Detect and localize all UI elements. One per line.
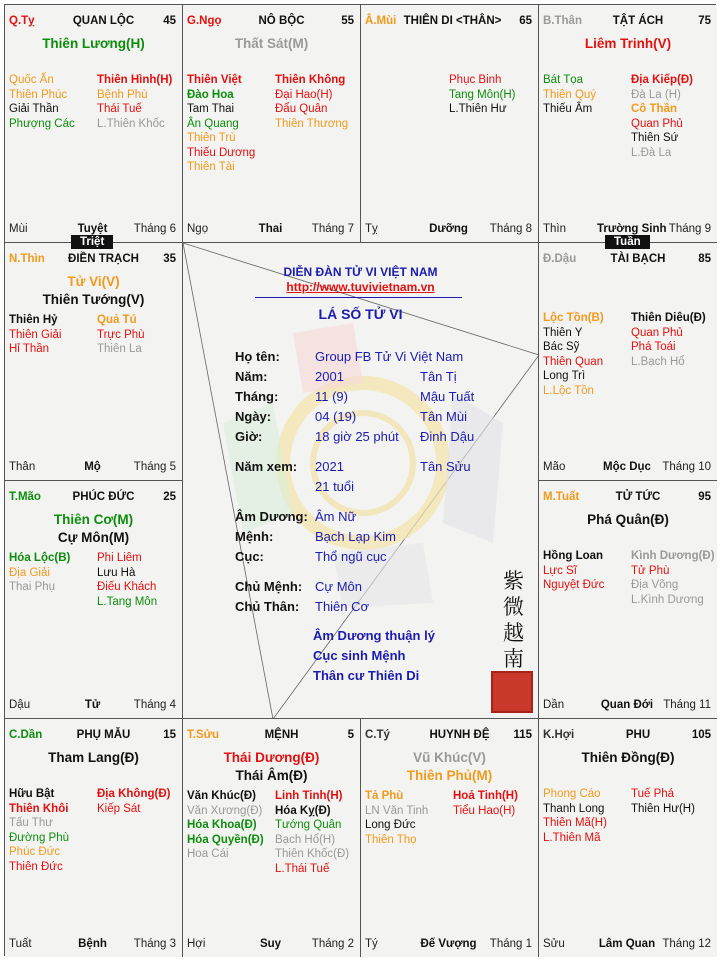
star-item: Thiên Hình(H) xyxy=(97,74,173,86)
month-label: Tháng 7 xyxy=(311,223,354,235)
star-item: Văn Xương(Đ) xyxy=(187,804,263,817)
palace-cell-mao xyxy=(5,481,183,719)
info-value-can-chi: Mậu Tuất xyxy=(420,389,475,404)
info-value-can-chi: Tân Mùi xyxy=(420,409,467,424)
star-item: L.Thiên Khốc xyxy=(97,117,165,130)
minor-stars-right xyxy=(631,787,695,816)
star-item: Phục Binh xyxy=(449,74,502,86)
star-item: Địa Giải xyxy=(9,566,50,579)
main-star: Tử Vi(V) xyxy=(67,274,120,289)
life-stage: Dưỡng xyxy=(429,223,468,235)
star-item: Thiên Không xyxy=(275,74,346,86)
palace-name: TỬ TỨC xyxy=(615,491,661,503)
month-label: Tháng 8 xyxy=(489,223,532,235)
branch-label: Sửu xyxy=(543,938,565,950)
palace-cell-tuat xyxy=(539,481,717,719)
vertical-calligraphy-char: 越 xyxy=(503,621,524,645)
star-item: Long Trì xyxy=(543,370,586,382)
main-star: Phá Quân(Đ) xyxy=(587,512,669,527)
star-item: Thiên Mã(H) xyxy=(543,817,607,829)
star-item: Hóa Lộc(B) xyxy=(9,552,71,564)
info-value: 2001 xyxy=(315,369,344,384)
palace-age: 65 xyxy=(519,15,532,27)
info-value: 21 tuổi xyxy=(315,479,355,494)
star-item: Thiên Khôi xyxy=(9,802,69,815)
month-label: Tháng 11 xyxy=(663,699,711,711)
star-item: Thiên Giải xyxy=(9,328,62,341)
minor-stars-left xyxy=(543,549,604,593)
star-item: Lưu Hà xyxy=(97,566,136,579)
star-item: Thiên Thọ xyxy=(365,833,417,846)
palace-age: 25 xyxy=(163,491,176,503)
star-item: Bệnh Phù xyxy=(97,88,148,101)
star-item: Tướng Quân xyxy=(275,819,342,831)
star-item: Đại Hao(H) xyxy=(275,88,333,101)
star-item: Đẩu Quân xyxy=(275,103,328,115)
site-url-link[interactable]: http://www.tuvivietnam.vn xyxy=(286,280,435,294)
star-item: Thiên Đức xyxy=(9,860,63,873)
header-divider xyxy=(255,297,462,298)
chart-note: Cục sinh Mệnh xyxy=(313,648,406,663)
star-item: Hoả Tinh(H) xyxy=(453,790,518,802)
info-label: Họ tên: xyxy=(235,349,280,364)
minor-stars-left xyxy=(543,73,596,117)
chart-note: Thân cư Thiên Di xyxy=(313,668,420,683)
star-item: Đào Hoa xyxy=(187,88,234,101)
heavenly-stem-label: C.Tý xyxy=(365,729,390,741)
star-item: Kiếp Sát xyxy=(97,802,141,815)
star-item: LN Văn Tinh xyxy=(365,804,429,817)
branch-label: Thìn xyxy=(543,223,567,235)
palace-cell-dau xyxy=(539,243,717,481)
info-value-can-chi: Tân Sửu xyxy=(420,459,471,474)
palace-name: PHỤ MẪU xyxy=(76,729,131,741)
star-item: Thiên Trù xyxy=(187,132,236,144)
vertical-calligraphy-char: 微 xyxy=(503,595,524,619)
star-item: Thiên Diêu(Đ) xyxy=(631,312,706,324)
star-item: L.Thái Tuế xyxy=(275,862,330,875)
minor-stars-left xyxy=(9,551,70,595)
life-stage: Tuyệt xyxy=(77,223,108,235)
star-item: Tam Thai xyxy=(187,103,235,115)
star-item: Hồng Loan xyxy=(543,550,604,562)
minor-stars-left xyxy=(543,787,607,845)
minor-stars-right xyxy=(631,73,693,160)
vertical-calligraphy-char: 紫 xyxy=(503,569,524,593)
star-item: Hóa Quyền(Đ) xyxy=(187,833,264,846)
star-item: Ân Quang xyxy=(187,117,239,130)
info-value: Cự Môn xyxy=(315,579,362,594)
info-value-can-chi: Đinh Dậu xyxy=(420,429,475,444)
info-value: Bạch Lạp Kim xyxy=(315,529,396,544)
main-star: Thái Âm(Đ) xyxy=(235,768,308,783)
life-stage: Trường Sinh xyxy=(597,223,667,235)
branch-label: Hợi xyxy=(187,938,206,950)
star-item: Thiên Quý xyxy=(543,88,597,101)
palace-cell-hoi xyxy=(539,719,717,957)
star-item: Địa Kiếp(Đ) xyxy=(631,74,693,86)
star-item: Bát Tọa xyxy=(543,74,584,86)
info-label: Ngày: xyxy=(235,409,272,424)
info-label: Tháng: xyxy=(235,389,279,404)
month-label: Tháng 1 xyxy=(489,938,532,950)
site-name: DIỄN ĐÀN TỬ VI VIỆT NAM xyxy=(283,265,438,279)
palace-name: ĐIỀN TRẠCH xyxy=(68,253,139,265)
star-item: Thiên Quan xyxy=(543,355,604,368)
main-star: Thiên Lương(H) xyxy=(42,36,145,51)
palace-age: 75 xyxy=(698,15,711,27)
minor-stars-left xyxy=(187,789,264,862)
star-item: L.Tang Môn xyxy=(97,595,158,608)
triet-badge: Triệt xyxy=(71,235,113,249)
main-star: Cự Môn(M) xyxy=(57,530,130,545)
minor-stars-right xyxy=(97,73,172,131)
info-value: Thổ ngũ cục xyxy=(315,549,387,564)
main-star: Tham Lang(Đ) xyxy=(48,750,139,765)
star-item: Tử Phù xyxy=(631,564,670,577)
star-item: Thiên Sứ xyxy=(631,132,679,144)
star-item: Hoa Cái xyxy=(187,848,229,860)
minor-stars-right xyxy=(453,789,518,818)
minor-stars-right xyxy=(97,313,145,357)
main-star: Thiên Phủ(M) xyxy=(406,768,493,783)
palace-cell-suu xyxy=(183,719,361,957)
palace-cell-ty xyxy=(5,5,183,243)
main-star: Thiên Tướng(V) xyxy=(42,292,145,307)
star-item: L.Thiên Mã xyxy=(543,831,601,844)
palace-name: TẬT ÁCH xyxy=(612,15,664,27)
star-item: Hóa Kỵ(Đ) xyxy=(275,804,331,817)
info-value: 11 (9) xyxy=(315,389,348,404)
star-item: Phi Liêm xyxy=(97,552,142,564)
star-item: Quốc Ấn xyxy=(9,74,54,86)
info-label: Năm: xyxy=(235,369,268,384)
palace-name: THIÊN DI <THÂN> xyxy=(403,15,502,27)
star-item: Thiên Phúc xyxy=(9,88,68,101)
star-item: Thái Tuế xyxy=(97,103,142,115)
star-item: Hữu Bật xyxy=(9,788,55,800)
month-label: Tháng 12 xyxy=(662,938,711,950)
star-item: L.Kình Dương xyxy=(631,593,704,606)
star-item: Đà La (H) xyxy=(631,88,681,101)
info-label: Cục: xyxy=(235,549,264,564)
red-seal-stamp-icon xyxy=(491,671,533,713)
month-label: Tháng 3 xyxy=(133,938,176,950)
palace-age: 55 xyxy=(341,15,354,27)
heavenly-stem-label: K.Hợi xyxy=(543,729,575,741)
info-value: 2021 xyxy=(315,459,344,474)
month-label: Tháng 5 xyxy=(133,461,176,473)
star-item: Thiên Hỷ xyxy=(9,314,58,326)
star-item: Tấu Thư xyxy=(9,817,53,829)
heavenly-stem-label: Đ.Dậu xyxy=(543,253,577,265)
heavenly-stem-label: C.Dần xyxy=(9,729,43,741)
palace-name: NÔ BỘC xyxy=(258,15,305,27)
palace-age: 45 xyxy=(163,15,176,27)
star-item: Thiên Y xyxy=(543,326,583,339)
branch-label: Mùi xyxy=(9,223,28,235)
horoscope-chart xyxy=(4,4,716,956)
minor-stars-right xyxy=(275,789,349,876)
star-item: Thiên Hư(H) xyxy=(631,802,695,815)
palace-name: PHÚC ĐỨC xyxy=(72,491,135,503)
star-item: Lộc Tồn(B) xyxy=(543,312,604,324)
palace-name: HUYNH ĐỆ xyxy=(429,729,490,741)
heavenly-stem-label: T.Mão xyxy=(9,491,41,503)
palace-name: TÀI BẠCH xyxy=(610,253,666,265)
branch-label: Tý xyxy=(365,938,378,950)
star-item: L.Thiên Hư xyxy=(449,103,507,115)
star-item: Phong Cáo xyxy=(543,788,601,800)
branch-label: Ngọ xyxy=(187,223,209,235)
info-value: Thiên Cơ xyxy=(315,599,370,614)
star-item: Địa Không(Đ) xyxy=(97,788,171,800)
month-label: Tháng 4 xyxy=(133,699,176,711)
palace-cell-ty2 xyxy=(361,719,539,957)
minor-stars-right xyxy=(97,551,157,609)
chart-title: LÁ SỐ TỬ VI xyxy=(318,306,403,322)
branch-label: Dậu xyxy=(9,699,31,711)
palace-age: 5 xyxy=(347,729,354,741)
heavenly-stem-label: Â.Mùi xyxy=(365,15,397,27)
star-item: Quan Phủ xyxy=(631,326,683,339)
star-item: Văn Khúc(Đ) xyxy=(187,790,256,802)
star-item: Quan Phủ xyxy=(631,117,683,130)
star-item: L.Đà La xyxy=(631,146,672,159)
star-item: Hỉ Thần xyxy=(9,343,50,355)
star-item: Trực Phù xyxy=(97,328,145,341)
star-item: Bác Sỹ xyxy=(543,341,580,353)
star-item: Thiên Thương xyxy=(275,117,349,130)
star-item: Phá Toái xyxy=(631,341,676,353)
info-label: Mệnh: xyxy=(235,529,274,544)
minor-stars-right xyxy=(631,549,715,607)
main-star: Vũ Khúc(V) xyxy=(413,750,486,765)
heavenly-stem-label: T.Sửu xyxy=(187,729,219,741)
main-star: Thái Dương(Đ) xyxy=(223,750,320,765)
heavenly-stem-label: N.Thìn xyxy=(9,253,45,265)
heavenly-stem-label: Q.Tỵ xyxy=(9,15,35,27)
star-item: Điếu Khách xyxy=(97,581,157,593)
branch-label: Thân xyxy=(9,461,36,473)
star-item: Thiên Việt xyxy=(187,74,242,86)
palace-name: MỆNH xyxy=(264,729,299,741)
star-item: Tang Môn(H) xyxy=(449,88,516,101)
main-star: Thiên Cơ(M) xyxy=(53,512,134,527)
minor-stars-left xyxy=(187,73,255,175)
star-item: Hóa Khoa(Đ) xyxy=(187,819,257,831)
minor-stars-left xyxy=(365,789,428,847)
info-value: Group FB Tử Vi Việt Nam xyxy=(315,349,464,364)
main-star: Thất Sát(M) xyxy=(234,36,309,51)
star-item: Long Đức xyxy=(365,819,416,831)
palace-name: QUAN LỘC xyxy=(72,15,135,27)
main-star: Thiên Đồng(Đ) xyxy=(581,750,675,765)
minor-stars-right xyxy=(631,311,706,369)
palace-age: 95 xyxy=(698,491,711,503)
palace-name: PHU xyxy=(625,729,651,741)
month-label: Tháng 9 xyxy=(668,223,711,235)
branch-label: Tuất xyxy=(9,938,32,950)
palace-age: 85 xyxy=(698,253,711,265)
star-item: Giải Thần xyxy=(9,103,59,115)
palace-age: 105 xyxy=(691,729,711,741)
heavenly-stem-label: B.Thân xyxy=(543,15,582,27)
main-star: Liêm Trinh(V) xyxy=(584,36,672,51)
star-item: Thiên Khốc(Đ) xyxy=(275,848,350,860)
branch-label: Tỵ xyxy=(365,223,378,235)
life-stage: Suy xyxy=(259,938,282,950)
info-value: Âm Nữ xyxy=(315,509,357,524)
chart-center xyxy=(183,243,539,719)
star-item: Thai Phụ xyxy=(9,581,56,593)
star-item: Quả Tú xyxy=(97,314,137,326)
star-item: Tuế Phá xyxy=(631,788,675,800)
life-stage: Lâm Quan xyxy=(598,938,656,950)
heavenly-stem-label: G.Ngọ xyxy=(187,15,222,27)
info-value-can-chi: Tân Tị xyxy=(420,369,457,384)
branch-label: Dần xyxy=(543,699,565,711)
info-value: 18 giờ 25 phút xyxy=(315,429,399,444)
palace-cell-thin xyxy=(5,243,183,481)
minor-stars-left xyxy=(543,311,604,398)
minor-stars-left xyxy=(9,313,61,357)
life-stage: Đế Vượng xyxy=(420,938,477,950)
minor-stars-right xyxy=(97,787,170,816)
star-item: L.Bạch Hổ xyxy=(631,355,685,368)
info-label: Năm xem: xyxy=(235,459,298,474)
info-label: Giờ: xyxy=(235,429,263,444)
info-label: Âm Dương: xyxy=(235,509,308,524)
star-item: Thiếu Âm xyxy=(543,103,593,115)
minor-stars-left xyxy=(9,787,69,874)
vertical-calligraphy-char: 南 xyxy=(503,647,524,671)
heavenly-stem-label: M.Tuất xyxy=(543,491,580,503)
palace-cell-ngo xyxy=(183,5,361,243)
star-item: Tả Phù xyxy=(365,790,404,802)
palace-cell-mui xyxy=(361,5,539,243)
star-item: Phượng Các xyxy=(9,117,75,130)
minor-stars-right xyxy=(275,73,348,131)
star-item: L.Lộc Tồn xyxy=(543,384,594,397)
tuan-badge: Tuần xyxy=(605,235,650,249)
palace-age: 15 xyxy=(163,729,176,741)
star-item: Thiếu Dương xyxy=(187,146,256,159)
star-item: Thiên La xyxy=(97,343,142,355)
month-label: Tháng 6 xyxy=(133,223,176,235)
star-item: Thiên Tài xyxy=(187,161,235,173)
star-item: Phúc Đức xyxy=(9,846,61,858)
star-item: Lực Sĩ xyxy=(543,564,577,577)
life-stage: Quan Đới xyxy=(600,699,654,711)
star-item: Đường Phù xyxy=(9,831,69,844)
palace-cell-dan xyxy=(5,719,183,957)
life-stage: Thai xyxy=(258,223,283,235)
star-item: Linh Tinh(H) xyxy=(275,790,343,802)
chart-note: Âm Dương thuận lý xyxy=(313,628,435,643)
star-item: Thanh Long xyxy=(543,802,605,815)
minor-stars-right xyxy=(449,73,515,117)
star-item: Bạch Hổ(H) xyxy=(275,833,336,846)
palace-age: 115 xyxy=(513,729,532,741)
info-label: Chủ Mệnh: xyxy=(235,579,303,594)
star-item: Địa Võng xyxy=(631,579,679,591)
palace-cell-than xyxy=(539,5,717,243)
month-label: Tháng 10 xyxy=(662,461,711,473)
minor-stars-left xyxy=(9,73,75,131)
life-stage: Tử xyxy=(84,699,101,711)
life-stage: Mộ xyxy=(84,461,101,473)
branch-label: Mão xyxy=(543,461,566,473)
palace-age: 35 xyxy=(163,253,176,265)
star-item: Kình Dương(Đ) xyxy=(631,550,715,562)
info-value: 04 (19) xyxy=(315,409,357,424)
life-stage: Mộc Dục xyxy=(603,461,651,473)
month-label: Tháng 2 xyxy=(311,938,354,950)
life-stage: Bệnh xyxy=(78,938,107,950)
info-label: Chủ Thân: xyxy=(235,599,300,614)
star-item: Tiểu Hao(H) xyxy=(453,804,516,817)
star-item: Cô Thần xyxy=(631,103,677,115)
star-item: Nguyệt Đức xyxy=(543,579,605,591)
